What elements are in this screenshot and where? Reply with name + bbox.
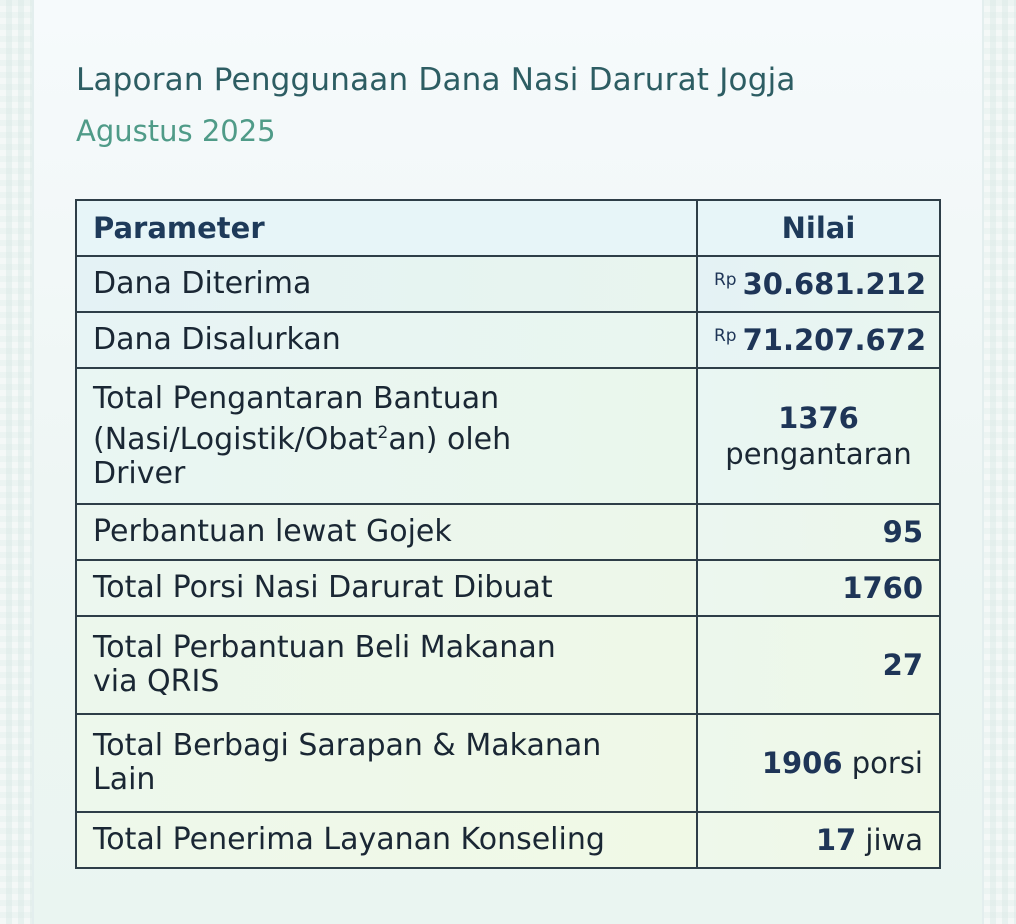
superscript: 2: [377, 422, 389, 443]
table-row: [76, 560, 940, 616]
value-number: 1906: [761, 746, 843, 780]
background-right-pattern: [984, 0, 1016, 924]
value-unit: jiwa: [865, 823, 923, 857]
row-parameter: Dana Diterima: [76, 256, 697, 312]
row-parameter: [76, 714, 697, 812]
row-value: [697, 256, 940, 312]
row-parameter: Perbantuan lewat Gojek: [76, 504, 697, 560]
value-number: 17: [815, 823, 857, 857]
value-number: 27: [882, 648, 923, 682]
row-value: [697, 560, 940, 616]
value-number: 95: [882, 515, 923, 549]
value-unit: pengantaran: [725, 437, 912, 471]
background-left-pattern: [0, 0, 32, 924]
header-parameter: Parameter: [76, 200, 697, 256]
param-line: via QRIS: [93, 664, 220, 699]
param-line: Total Perbantuan Beli Makanan: [93, 630, 556, 665]
value-unit: porsi: [851, 746, 923, 780]
value-number: 1760: [842, 571, 923, 605]
param-line: Total Pengantaran Bantuan: [93, 380, 500, 416]
param-line: (Nasi/Logistik/Obat: [93, 421, 378, 457]
currency-prefix: Rp: [714, 326, 737, 346]
report-table: [75, 199, 941, 869]
report-title: Laporan Penggunaan Dana Nasi Darurat Jogja: [76, 62, 796, 98]
table-row: [76, 256, 940, 312]
param-line: an) oleh: [388, 421, 512, 457]
table-row: [76, 812, 940, 868]
row-parameter: Total Penerima Layanan Konseling: [76, 812, 697, 868]
value-number: 1376: [778, 401, 859, 435]
currency-prefix: Rp: [714, 270, 737, 290]
row-value: [697, 714, 940, 812]
row-parameter: [76, 368, 697, 504]
header-value: Nilai: [697, 200, 940, 256]
report-subtitle: Agustus 2025: [76, 114, 276, 148]
row-value: [697, 812, 940, 868]
param-line: Total Berbagi Sarapan & Makanan: [93, 728, 602, 763]
row-value: [697, 616, 940, 714]
row-parameter: Dana Disalurkan: [76, 312, 697, 368]
row-value: [697, 368, 940, 504]
table-row: [76, 504, 940, 560]
row-value: [697, 312, 940, 368]
table-header-row: [76, 200, 940, 256]
param-line: Driver: [93, 455, 186, 491]
row-parameter: [76, 616, 697, 714]
value-number: 71.207.672: [742, 323, 927, 357]
table-row: [76, 368, 940, 504]
row-parameter: Total Porsi Nasi Darurat Dibuat: [76, 560, 697, 616]
table-row: [76, 714, 940, 812]
row-value: [697, 504, 940, 560]
table-row: [76, 616, 940, 714]
table-row: [76, 312, 940, 368]
param-line: Lain: [93, 762, 156, 797]
value-number: 30.681.212: [742, 267, 927, 301]
